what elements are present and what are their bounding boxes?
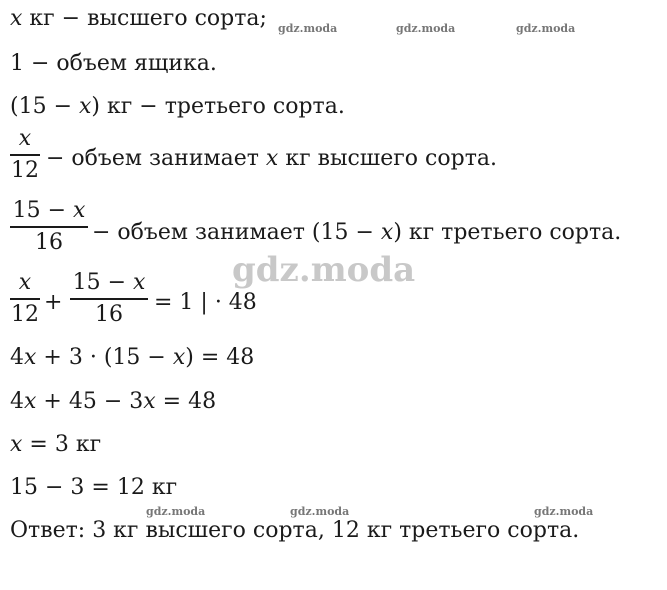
line-2 xyxy=(10,53,217,75)
line-4 xyxy=(46,148,497,170)
line-9 xyxy=(10,434,101,456)
answer-line xyxy=(10,520,579,542)
line-3-part: ) кг − третьего сорта. xyxy=(91,94,345,119)
line-4-part: кг высшего сорта. xyxy=(278,146,497,171)
fraction-bar xyxy=(70,298,148,300)
var-x: x xyxy=(24,389,37,414)
fraction-bar xyxy=(10,154,40,156)
line-8-part: + 45 − 3 xyxy=(36,389,144,414)
watermark-large: gdz.moda xyxy=(232,250,416,290)
var-x: x xyxy=(265,146,279,171)
watermark: gdz.moda xyxy=(146,505,206,518)
fraction-denominator: 16 xyxy=(95,301,123,327)
fraction-x-12 xyxy=(10,272,40,326)
line-8 xyxy=(10,391,216,413)
line-4-part: − объем занимает xyxy=(46,146,266,171)
fraction-15-x-16 xyxy=(10,200,88,254)
watermark: gdz.moda xyxy=(516,22,576,35)
line-5 xyxy=(92,222,621,244)
fraction-15-x-16 xyxy=(70,272,148,326)
line-2-text: 1 − объем ящика. xyxy=(10,51,217,76)
fraction-numerator: x xyxy=(18,126,32,151)
line-10-text: 15 − 3 = 12 кг xyxy=(10,475,178,500)
var-x: x xyxy=(380,220,394,245)
line-7-part: 4 xyxy=(10,345,24,370)
line-8-part: = 48 xyxy=(155,389,217,414)
fraction-bar xyxy=(10,226,88,228)
var-x: x xyxy=(24,345,37,370)
equation-rhs: = 1 | · 48 xyxy=(154,290,257,315)
fraction-denominator: 16 xyxy=(35,229,63,255)
var-x: x xyxy=(10,6,23,31)
watermark: gdz.moda xyxy=(534,505,594,518)
watermark: gdz.moda xyxy=(290,505,350,518)
line-5-part: − объем занимает (15 − xyxy=(92,220,381,245)
line-3-part: (15 − xyxy=(10,94,79,119)
var-x: x xyxy=(10,432,23,457)
var-x: x xyxy=(73,198,86,223)
fraction-numerator xyxy=(10,200,88,222)
line-1 xyxy=(10,8,267,30)
var-x: x xyxy=(79,94,92,119)
fraction-bar xyxy=(10,298,40,300)
line-7-part: ) = 48 xyxy=(185,345,255,370)
line-8-part: 4 xyxy=(10,389,24,414)
fraction-numerator: x xyxy=(18,270,32,295)
fraction-numerator xyxy=(70,272,148,294)
fraction-denominator: 12 xyxy=(11,301,39,327)
line-1-text: кг − высшего сорта; xyxy=(22,6,267,31)
var-x: x xyxy=(143,389,156,414)
numerator-part: 15 − xyxy=(12,198,73,223)
var-x: x xyxy=(133,270,146,295)
line-7-part: + 3 · (15 − xyxy=(36,345,173,370)
line-10 xyxy=(10,477,177,499)
plus-sign: + xyxy=(44,290,63,315)
line-7 xyxy=(10,347,254,369)
line-3 xyxy=(10,96,345,118)
watermark: gdz.moda xyxy=(278,22,338,35)
answer-text: Ответ: 3 кг высшего сорта, 12 кг третьего сорта. xyxy=(10,518,580,543)
fraction-x-12 xyxy=(10,128,40,182)
watermark: gdz.moda xyxy=(396,22,456,35)
line-5-part: ) кг третьего сорта. xyxy=(393,220,622,245)
fraction-denominator: 12 xyxy=(11,157,39,183)
var-x: x xyxy=(172,345,186,370)
numerator-part: 15 − xyxy=(72,270,133,295)
line-9-part: = 3 кг xyxy=(22,432,102,457)
